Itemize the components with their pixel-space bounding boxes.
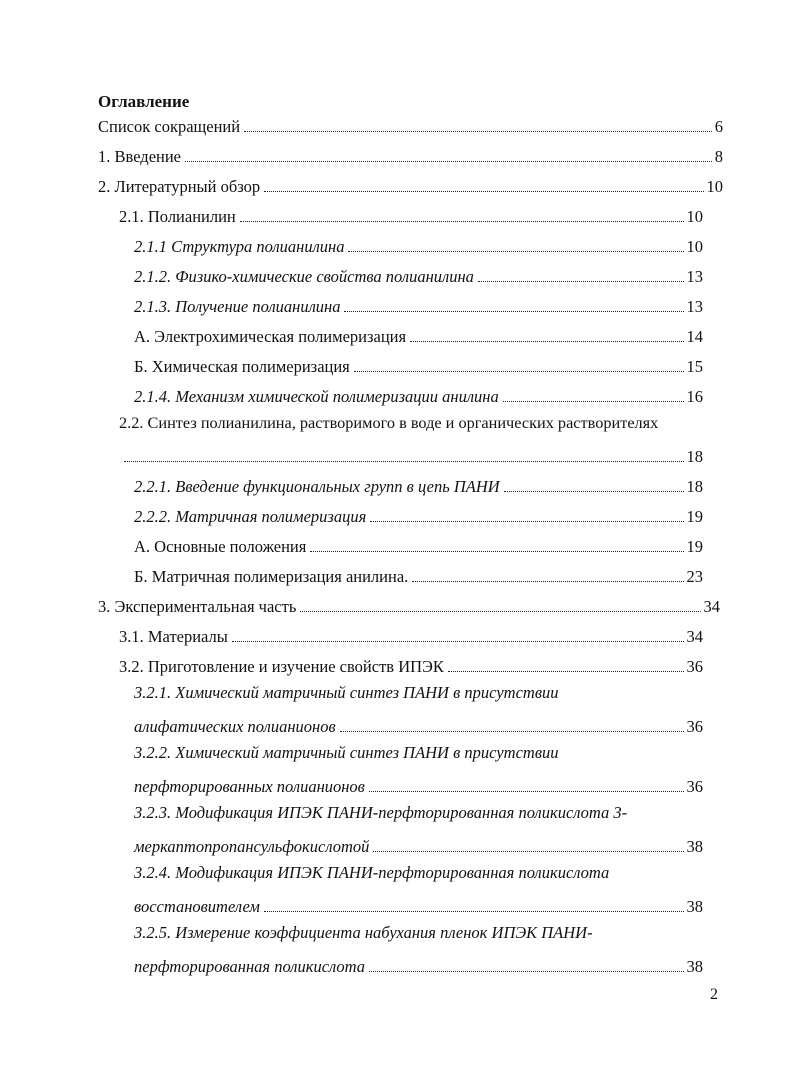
page-title: Оглавление	[98, 92, 190, 111]
toc-entry-abbreviations[interactable]	[98, 114, 723, 138]
toc-entry-page: 38	[686, 897, 703, 916]
toc-entry-intro[interactable]	[98, 144, 723, 168]
toc-entry-title: 2.1.4. Механизм химической полимеризации анилина	[134, 387, 499, 406]
toc-entry-page: 18	[686, 477, 703, 496]
toc-entry-page: 34	[686, 627, 703, 646]
dot-leader	[412, 581, 683, 582]
toc-entry-title: 2.1.2. Физико-химические свойства полианилина	[134, 267, 474, 286]
toc-entry-experimental[interactable]	[98, 594, 720, 618]
toc-entry-title: меркаптопропансульфокислотой	[134, 837, 370, 856]
toc-entry-page: 36	[686, 777, 703, 796]
toc-entry-3-2-5-title[interactable]: 3.2.5. Измерение коэффициента набухания пленок ИПЭК ПАНИ-	[134, 923, 593, 942]
dot-leader	[232, 641, 684, 642]
toc-entry-2-1-3-a[interactable]	[134, 324, 703, 348]
toc-entry-title: А. Электрохимическая полимеризация	[134, 327, 407, 346]
toc-entry-2-1-3[interactable]	[134, 294, 703, 318]
toc-entry-2-2-2[interactable]	[134, 504, 703, 528]
toc-entry-3-2-1-title[interactable]: 3.2.1. Химический матричный синтез ПАНИ в присутствии	[134, 683, 559, 702]
toc-entry-2-1-4[interactable]	[134, 384, 703, 408]
toc-entry-title: восстановителем	[134, 897, 260, 916]
dot-leader	[124, 461, 684, 462]
toc-entry-2-2-2-a[interactable]	[134, 534, 703, 558]
dot-leader	[410, 341, 683, 342]
dot-leader	[373, 851, 683, 852]
dot-leader	[503, 401, 684, 402]
dot-leader	[240, 221, 684, 222]
toc-entry-title: 2.1. Полианилин	[119, 207, 236, 226]
toc-entry-page: 14	[686, 327, 703, 346]
toc-entry-page: 34	[703, 597, 720, 616]
toc-entry-title: 2.1.1 Структура полианилина	[134, 237, 345, 256]
dot-leader	[354, 371, 684, 372]
toc-entry-page: 16	[686, 387, 703, 406]
dot-leader	[310, 551, 683, 552]
dot-leader	[244, 131, 712, 132]
toc-entry-title: Список сокращений	[98, 117, 241, 136]
toc-entry-2-1-1[interactable]	[134, 234, 703, 258]
toc-entry-title: перфторированная поликислота	[134, 957, 366, 976]
toc-entry-2-2[interactable]	[124, 444, 703, 468]
toc-entry-literature-review[interactable]	[98, 174, 723, 198]
toc-entry-2-1-2[interactable]	[134, 264, 703, 288]
toc-entry-page: 23	[686, 567, 703, 586]
toc-entry-page: 8	[714, 147, 723, 166]
toc-entry-3-2-3[interactable]	[134, 834, 703, 858]
toc-entry-2-2-1[interactable]	[134, 474, 703, 498]
toc-entry-title: 2.2.1. Введение функциональных групп в цепь ПАНИ	[134, 477, 500, 496]
toc-entry-page: 36	[686, 657, 703, 676]
dot-leader	[264, 191, 703, 192]
dot-leader	[370, 521, 683, 522]
toc-entry-page: 19	[686, 507, 703, 526]
toc-entry-3-1[interactable]	[119, 624, 703, 648]
dot-leader	[448, 671, 684, 672]
dot-leader	[504, 491, 684, 492]
dot-leader	[264, 911, 684, 912]
dot-leader	[478, 281, 684, 282]
toc-entry-3-2-3-title[interactable]: 3.2.3. Модификация ИПЭК ПАНИ-перфторированная поликислота 3-	[134, 803, 628, 822]
toc-entry-title: алифатических полианионов	[134, 717, 336, 736]
toc-entry-title: 3.2. Приготовление и изучение свойств ИПЭК	[119, 657, 444, 676]
dot-leader	[300, 611, 700, 612]
toc-entry-page: 13	[686, 297, 703, 316]
toc-entry-3-2-4-title[interactable]: 3.2.4. Модификация ИПЭК ПАНИ-перфторированная поликислота	[134, 863, 610, 882]
dot-leader	[369, 971, 683, 972]
toc-entry-2-1[interactable]	[119, 204, 703, 228]
toc-entry-2-1-3-b[interactable]	[134, 354, 703, 378]
toc-entry-3-2-4[interactable]	[134, 894, 703, 918]
toc-entry-3-2-2-title[interactable]: 3.2.2. Химический матричный синтез ПАНИ в присутствии	[134, 743, 559, 762]
toc-entry-page: 19	[686, 537, 703, 556]
toc-entry-page: 18	[686, 447, 703, 466]
toc-entry-3-2-5[interactable]	[134, 954, 703, 978]
toc-entry-page: 36	[686, 717, 703, 736]
toc-entry-title: Б. Матричная полимеризация анилина.	[134, 567, 409, 586]
toc-entry-2-2-title[interactable]: 2.2. Синтез полианилина, растворимого в воде и органических растворителях	[119, 413, 659, 432]
dot-leader	[185, 161, 712, 162]
toc-entry-page: 13	[686, 267, 703, 286]
toc-entry-3-2-1[interactable]	[134, 714, 703, 738]
toc-entry-page: 38	[686, 837, 703, 856]
toc-entry-3-2[interactable]	[119, 654, 703, 678]
toc-entry-title: 2. Литературный обзор	[98, 177, 261, 196]
toc-entry-title: перфторированных полианионов	[134, 777, 365, 796]
dot-leader	[348, 251, 683, 252]
toc-entry-title: 3. Экспериментальная часть	[98, 597, 297, 616]
toc-entry-page: 10	[686, 237, 703, 256]
dot-leader	[369, 791, 684, 792]
toc-entry-title: А. Основные положения	[134, 537, 307, 556]
dot-leader	[344, 311, 683, 312]
dot-leader	[340, 731, 684, 732]
toc-entry-title: 2.1.3. Получение полианилина	[134, 297, 341, 316]
toc-entry-page: 15	[686, 357, 703, 376]
toc-entry-page: 38	[686, 957, 703, 976]
toc-entry-page: 10	[706, 177, 723, 196]
toc-entry-title: 1. Введение	[98, 147, 182, 166]
toc-entry-2-2-2-b[interactable]	[134, 564, 703, 588]
toc-entry-page: 10	[686, 207, 703, 226]
toc-entry-3-2-2[interactable]	[134, 774, 703, 798]
toc-entry-title: 3.1. Материалы	[119, 627, 228, 646]
toc-entry-title: 2.2.2. Матричная полимеризация	[134, 507, 367, 526]
toc-entry-page: 6	[714, 117, 723, 136]
toc-entry-title: Б. Химическая полимеризация	[134, 357, 350, 376]
page-number: 2	[710, 986, 718, 1003]
